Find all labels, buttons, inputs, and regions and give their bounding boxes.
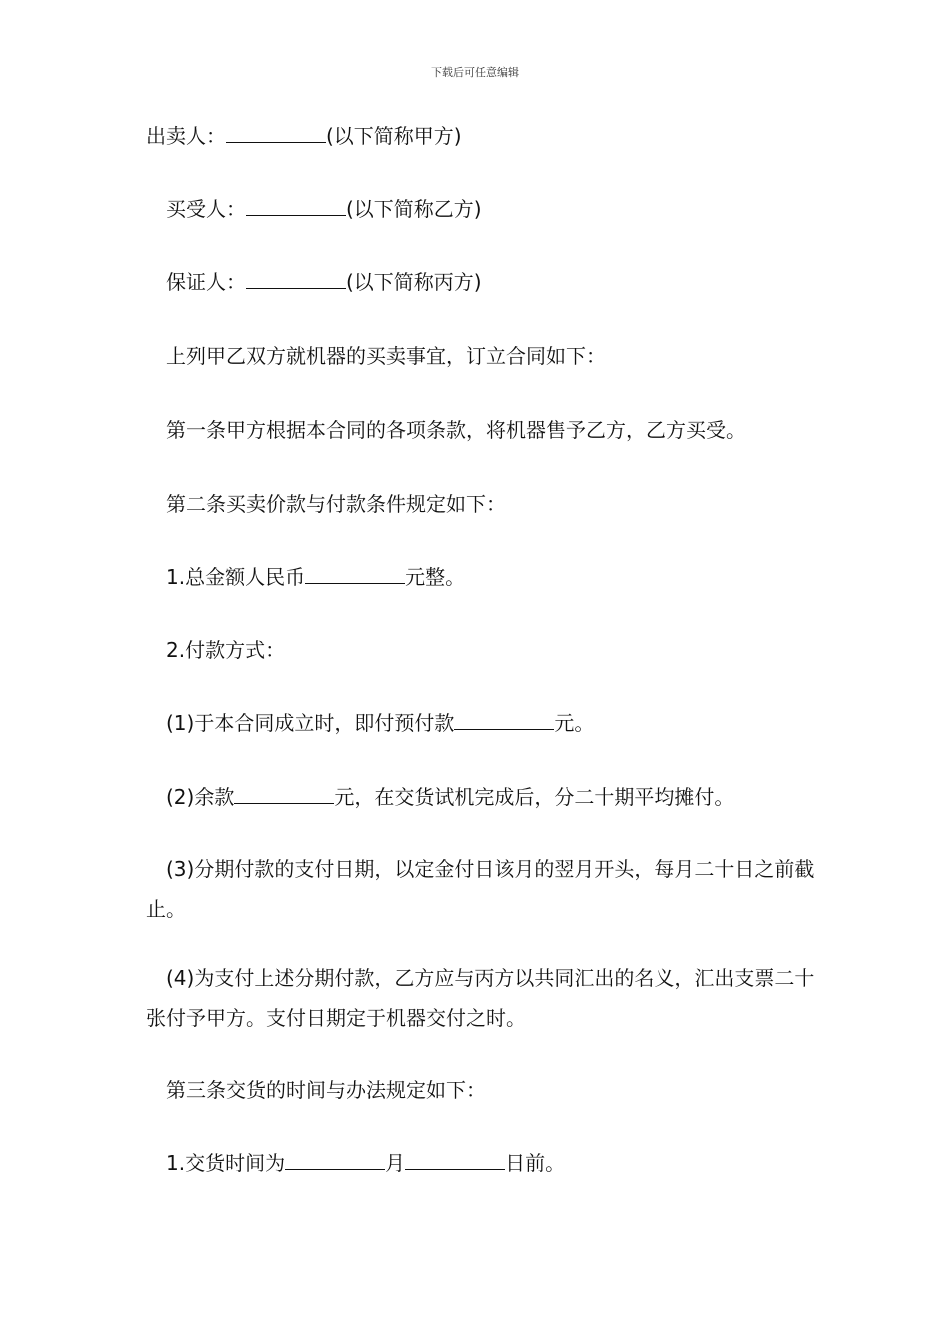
buyer-blank	[246, 197, 346, 216]
prepayment-suffix: 元。	[554, 711, 595, 735]
balance-label: (2)余款	[166, 785, 235, 809]
prepayment-label: (1)于本合同成立时，即付预付款	[166, 711, 455, 735]
article-2-heading: 第二条买卖价款与付款条件规定如下：	[166, 492, 506, 516]
total-amount-blank	[305, 565, 405, 584]
page-header: 下载后可任意编辑	[431, 66, 519, 79]
delivery-day-blank	[405, 1151, 505, 1170]
installment-cheque-paragraph: (4)为支付上述分期付款，乙方应与丙方以共同汇出的名义，汇出支票二十张付予甲方。支付日期定于机器交付之时。	[146, 966, 815, 1030]
article-1-paragraph: 第一条甲方根据本合同的各项条款，将机器售予乙方，乙方买受。	[166, 418, 746, 442]
installment-date-paragraph: (3)分期付款的支付日期，以定金付日该月的翌月开头，每月二十日之前截止。	[146, 857, 815, 921]
guarantor-label: 保证人：	[166, 270, 246, 294]
balance-blank	[234, 785, 334, 804]
prepayment-blank	[454, 711, 554, 730]
guarantor-alias: (以下简称丙方)	[346, 270, 482, 294]
balance-suffix: 元，在交货试机完成后，分二十期平均摊付。	[334, 785, 735, 809]
balance-line	[166, 783, 734, 811]
delivery-month-blank	[285, 1151, 385, 1170]
guarantor-line	[166, 268, 482, 296]
prepayment-line	[166, 709, 594, 737]
buyer-label: 买受人：	[166, 197, 246, 221]
buyer-line	[166, 195, 482, 223]
delivery-day-suffix: 日前。	[505, 1151, 566, 1175]
seller-alias: (以下简称甲方)	[326, 124, 462, 148]
delivery-time-label: 1.交货时间为	[166, 1151, 286, 1175]
delivery-month-label: 月	[385, 1151, 406, 1175]
delivery-time-line	[166, 1149, 565, 1177]
total-amount-suffix: 元整。	[405, 565, 466, 589]
preamble-paragraph: 上列甲乙双方就机器的买卖事宜，订立合同如下：	[166, 344, 606, 368]
seller-label: 出卖人：	[146, 124, 226, 148]
payment-method-heading: 2.付款方式：	[166, 638, 286, 662]
guarantor-blank	[246, 270, 346, 289]
total-amount-label: 1.总金额人民币	[166, 565, 306, 589]
article-3-heading: 第三条交货的时间与办法规定如下：	[166, 1078, 486, 1102]
seller-line	[146, 122, 462, 150]
buyer-alias: (以下简称乙方)	[346, 197, 482, 221]
total-amount-line	[166, 563, 465, 591]
seller-blank	[226, 124, 326, 143]
